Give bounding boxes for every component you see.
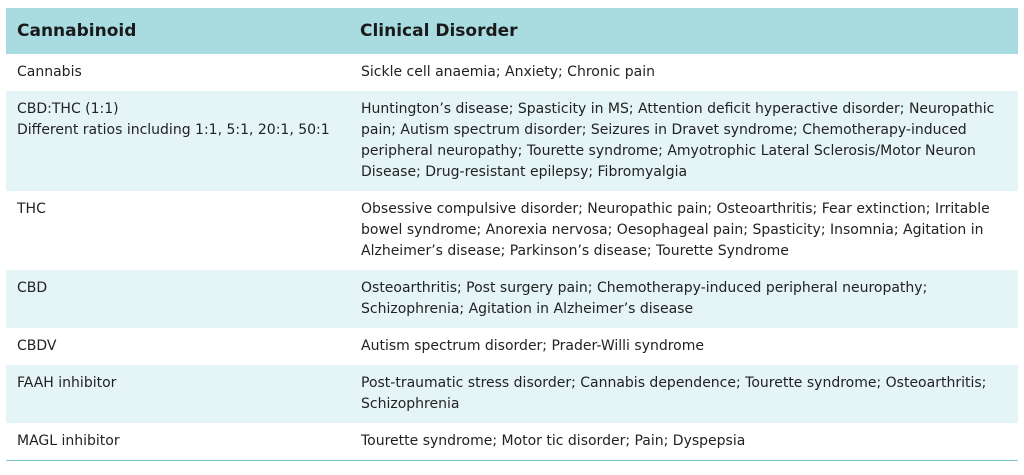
cannabinoid-name: CBD:THC (1:1) — [17, 101, 119, 117]
cannabinoid-name: MAGL inhibitor — [17, 433, 120, 449]
table-row — [6, 328, 1018, 365]
disorder-cell: Obsessive compulsive disorder; Neuropathic pain; Osteoarthritis; Fear extinction; Irritable bowel syndrome; Anorexia nervosa; Oesophageal pain; Spasticity; Insomnia; Agitation in Alzheimer’s disease; Parkinson’s disease; Tourette Syndrome — [349, 191, 1018, 270]
header-clinical-disorder: Clinical Disorder — [349, 8, 1018, 54]
disorder-cell: Osteoarthritis; Post surgery pain; Chemotherapy-induced peripheral neuropathy; Schizophrenia; Agitation in Alzheimer’s disease — [349, 270, 1018, 328]
cannabinoid-name: Cannabis — [17, 64, 82, 80]
cannabinoid-cell — [6, 191, 349, 270]
table-body — [6, 54, 1018, 460]
cannabinoid-note: Different ratios including 1:1, 5:1, 20:1, 50:1 — [17, 122, 330, 138]
table-row — [6, 54, 1018, 91]
table-row — [6, 91, 1018, 191]
disorder-cell: Autism spectrum disorder; Prader-Willi syndrome — [349, 328, 1018, 365]
cannabinoid-cell — [6, 270, 349, 328]
header-cannabinoid: Cannabinoid — [6, 8, 349, 54]
cannabinoid-cell — [6, 423, 349, 460]
disorder-cell: Tourette syndrome; Motor tic disorder; Pain; Dyspepsia — [349, 423, 1018, 460]
table-row — [6, 423, 1018, 460]
cannabinoid-name: CBD — [17, 280, 48, 296]
header-row — [6, 8, 1018, 54]
table-header — [6, 8, 1018, 54]
table-row — [6, 270, 1018, 328]
table-row — [6, 365, 1018, 423]
table-row — [6, 191, 1018, 270]
cannabinoid-cell — [6, 91, 349, 191]
cannabinoid-cell — [6, 54, 349, 91]
disorder-cell: Sickle cell anaemia; Anxiety; Chronic pain — [349, 54, 1018, 91]
cannabinoid-name: CBDV — [17, 338, 57, 354]
cannabinoid-table — [6, 8, 1018, 461]
disorder-cell: Post-traumatic stress disorder; Cannabis dependence; Tourette syndrome; Osteoarthritis; Schizophrenia — [349, 365, 1018, 423]
table — [6, 8, 1018, 460]
cannabinoid-name: THC — [17, 201, 46, 217]
cannabinoid-cell — [6, 365, 349, 423]
disorder-cell: Huntington’s disease; Spasticity in MS; Attention deficit hyperactive disorder; Neuropathic pain; Autism spectrum disorder; Seizures in Dravet syndrome; Chemotherapy-induced peripheral neuropathy; Tourette syndrome; Amyotrophic Lateral Sclerosis/Motor Neuron Disease; Drug-resistant epilepsy; Fibromyalgia — [349, 91, 1018, 191]
cannabinoid-name: FAAH inhibitor — [17, 375, 117, 391]
cannabinoid-cell — [6, 328, 349, 365]
